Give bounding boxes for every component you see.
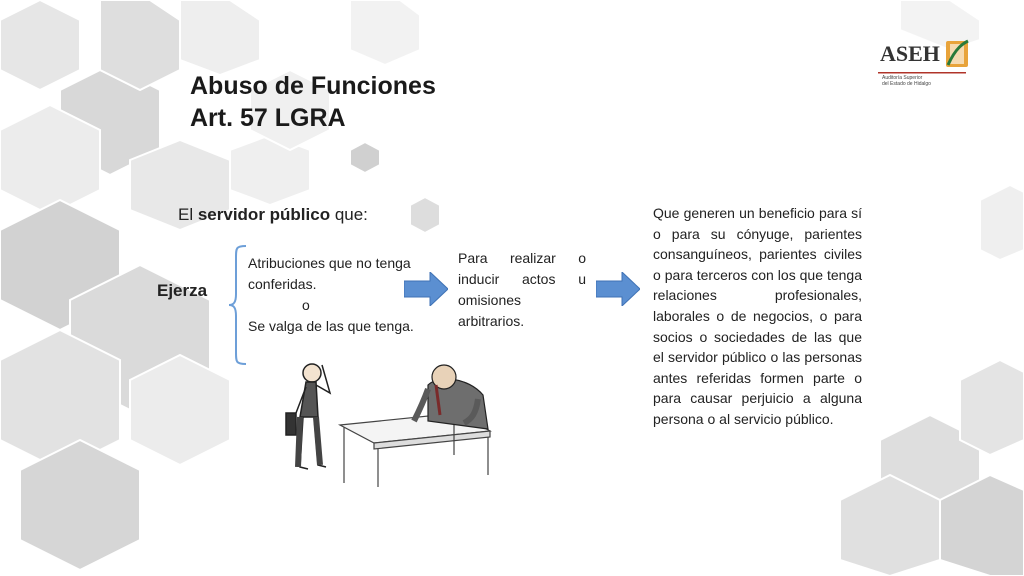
logo-name: ASEH — [880, 41, 940, 66]
logo — [876, 37, 972, 91]
middle-text: Para realizar o inducir actos u omisiones arbitrarios. — [458, 250, 586, 329]
option-2: Se valga de las que tenga. — [248, 318, 414, 334]
lead-bold: servidor público — [197, 205, 331, 224]
right-arrow-icon — [404, 272, 448, 306]
curly-brace-icon — [228, 244, 248, 366]
cartoon-illustration — [278, 355, 518, 495]
lead-sentence — [178, 205, 368, 225]
standing-man-figure — [286, 364, 330, 469]
logo-subtitle-1: Auditoría Superior — [882, 75, 923, 81]
right-arrow-icon — [596, 272, 640, 306]
lead-suffix: que: — [330, 205, 368, 224]
logo-subtitle — [882, 75, 972, 87]
lead-prefix: El — [178, 205, 198, 224]
option-connector: o — [302, 297, 310, 313]
slide-title — [190, 70, 436, 134]
right-text: Que generen un beneficio para sí o para su cónyuge, parientes consanguíneos, parientes civiles o para terceros con los que tenga relaciones profesionales, laborales o de negocios, o para socios o sociedades de las que el servidor público o las personas antes referidas formen parte o para causar perjuicio a alguna persona o al servicio público. — [653, 205, 862, 427]
title-line-2: Art. 57 LGRA — [190, 104, 346, 132]
logo-subtitle-2: del Estado de Hidalgo — [882, 81, 931, 87]
title-line-1: Abuso de Funciones — [190, 72, 436, 100]
option-1: Atribuciones que no tenga conferidas. — [248, 255, 411, 292]
verb-label: Ejerza — [157, 281, 208, 300]
